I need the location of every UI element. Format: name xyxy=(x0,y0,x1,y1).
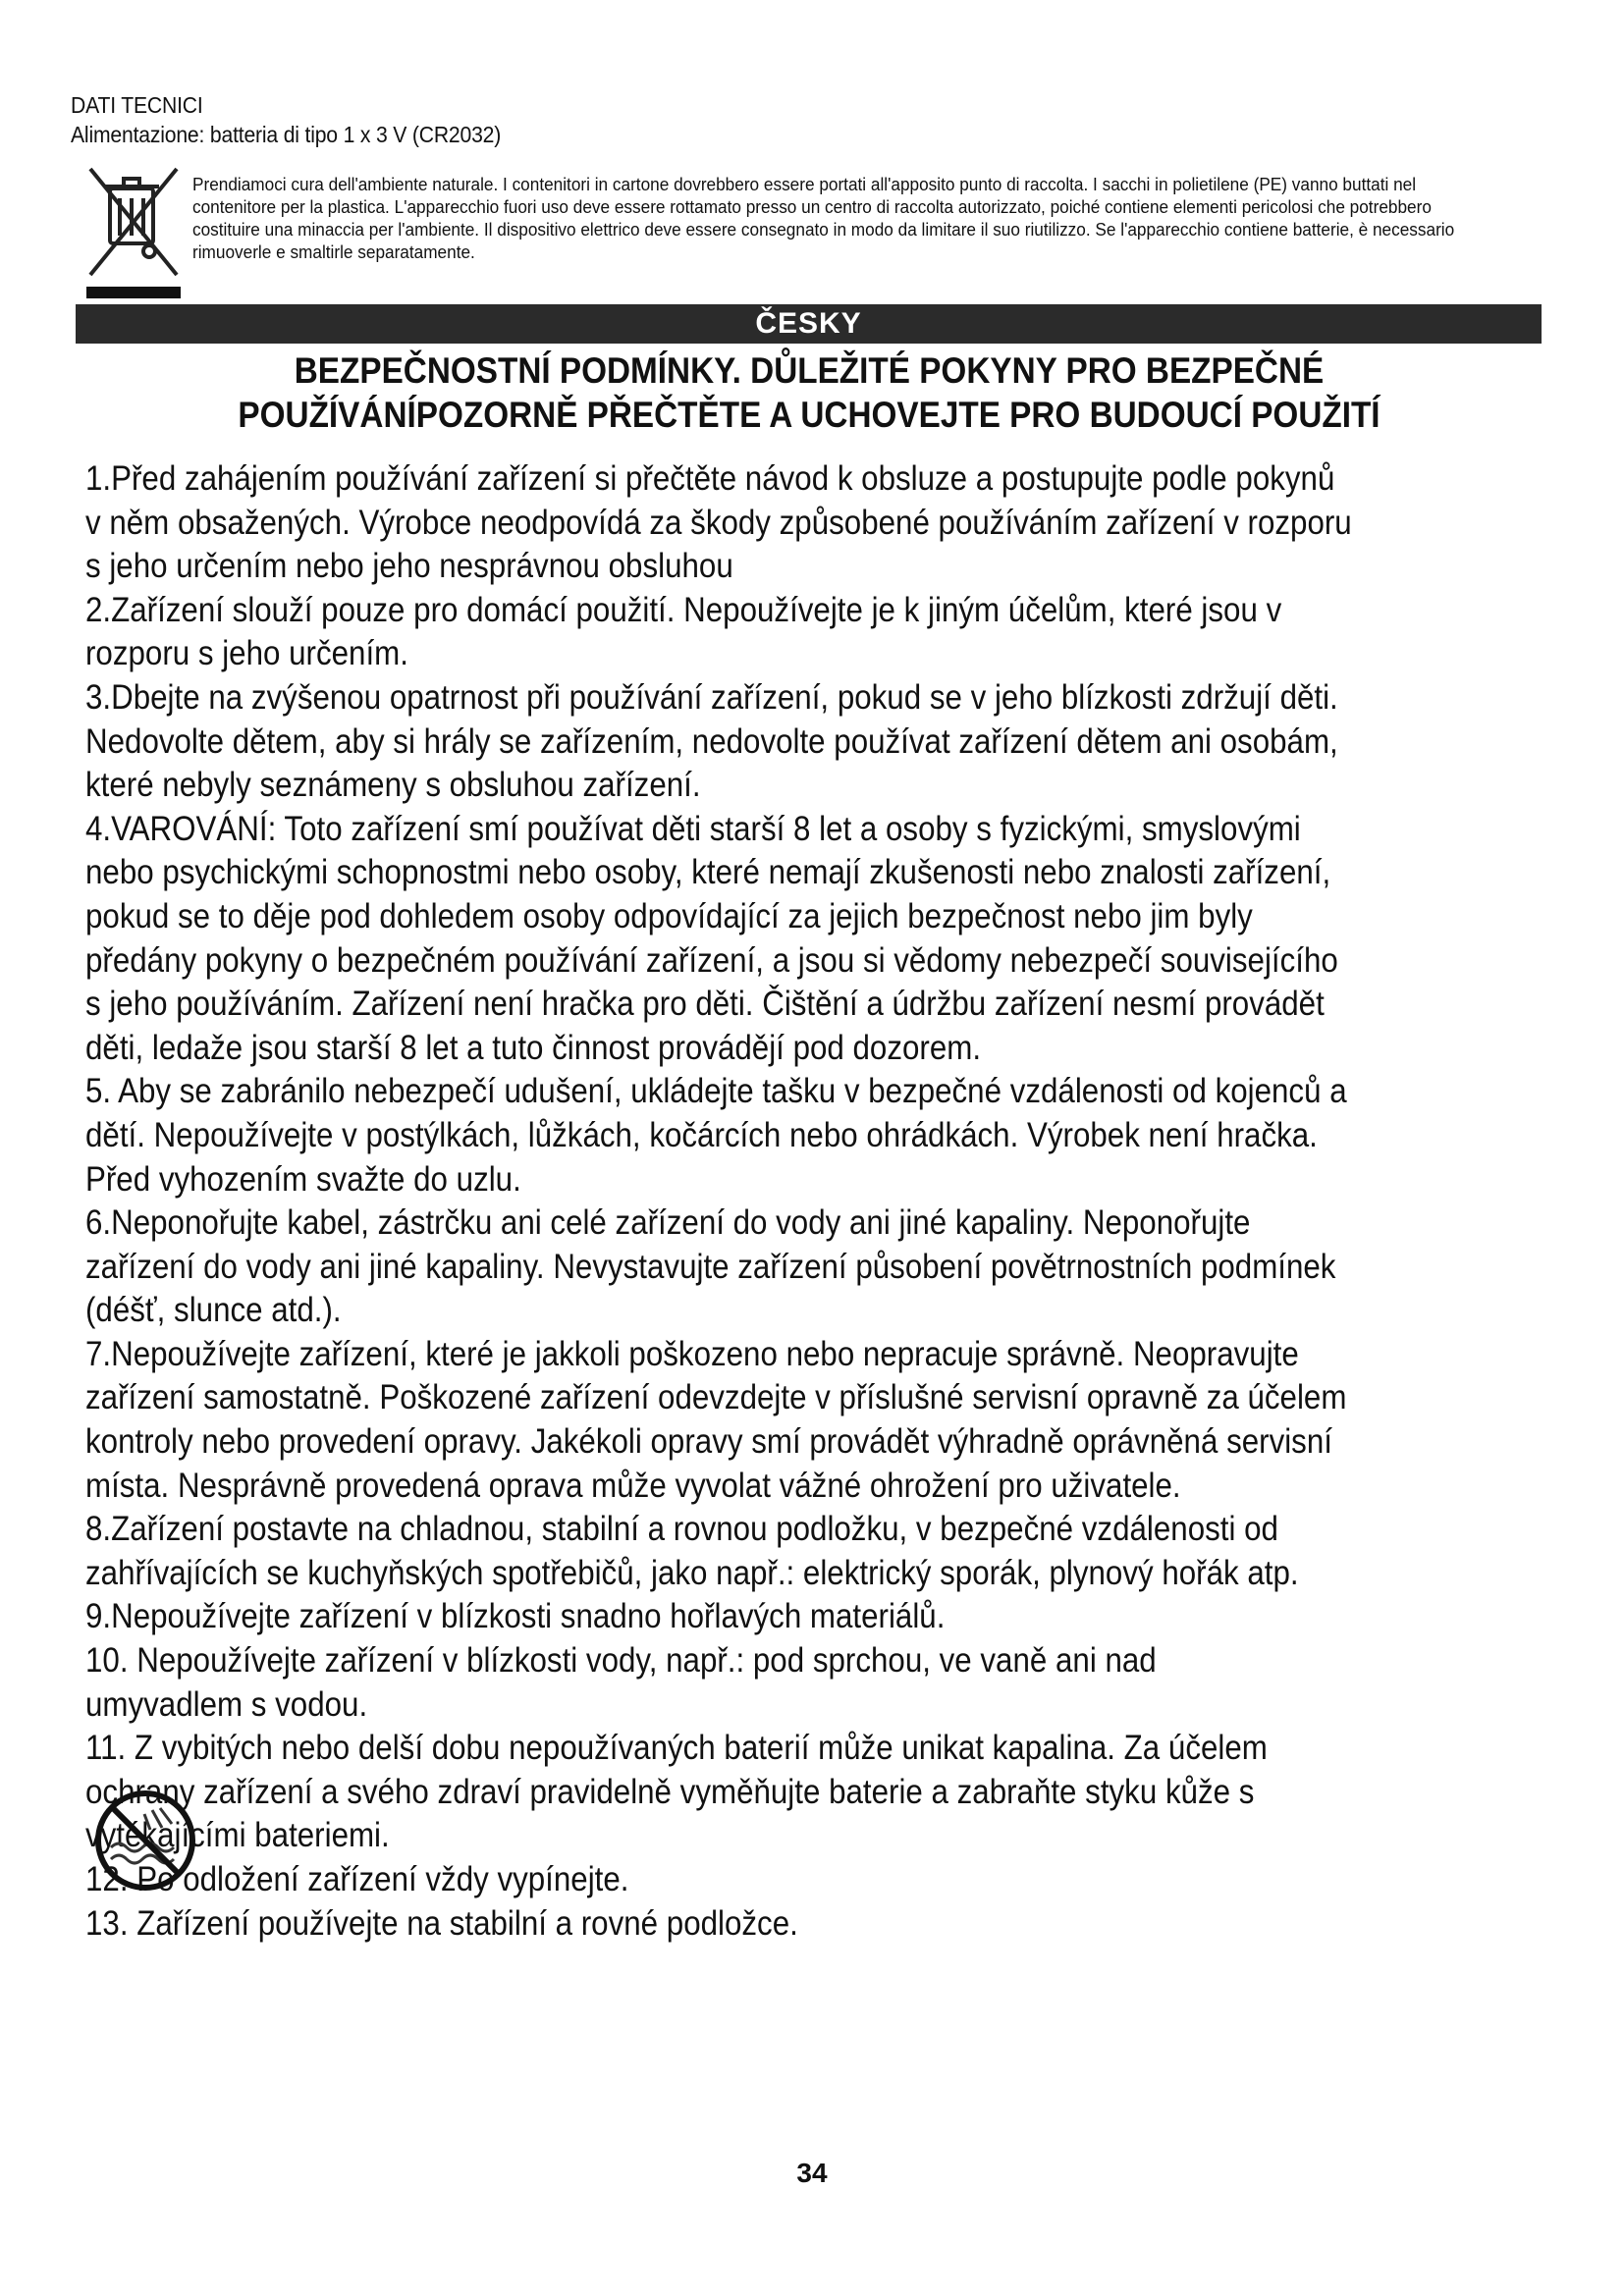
instruction-item xyxy=(85,675,1436,807)
instruction-line: (déšť, slunce atd.). xyxy=(85,1290,342,1330)
instruction-line: Před vyhozením svažte do uzlu. xyxy=(85,1158,521,1199)
instruction-line: s jeho používáním. Zařízení není hračka pro děti. Čištění a údržbu zařízení nesmí provádět xyxy=(85,984,1325,1024)
instruction-line: 2.Zařízení slouží pouze pro domácí použití. Nepoužívejte je k jiným účelům, které jsou v xyxy=(85,589,1282,629)
instruction-line: 7.Nepoužívejte zařízení, které je jakkoli poškozeno nebo nepracuje správně. Neopravujte xyxy=(85,1333,1299,1373)
safety-heading-line: BEZPEČNOSTNÍ PODMÍNKY. DŮLEŽITÉ POKYNY PRO BEZPEČNÉ xyxy=(294,350,1325,391)
instruction-line: místa. Nesprávně provedená oprava může vyvolat vážné ohrožení pro uživatele. xyxy=(85,1465,1181,1505)
instruction-line: děti, ledaže jsou starší 8 let a tuto činnost provádějí pod dozorem. xyxy=(85,1027,982,1067)
instruction-line: vytékajícími bateriemi. xyxy=(85,1815,390,1855)
instruction-item xyxy=(85,1638,1436,1726)
instruction-item xyxy=(85,1507,1436,1594)
instruction-line: 12. Po odložení zařízení vždy vypínejte. xyxy=(85,1859,629,1898)
instruction-line: nebo psychickými schopnostmi nebo osoby, které nemají zkušenosti nebo znalosti zařízení, xyxy=(85,852,1331,892)
instruction-line: rozporu s jeho určením. xyxy=(85,633,408,673)
language-bar: ČESKY xyxy=(76,304,1542,344)
instruction-line: s jeho určením nebo jeho nesprávnou obsluhou xyxy=(85,546,733,586)
instruction-line: 4.VAROVÁNÍ: Toto zařízení smí používat děti starší 8 let a osoby s fyzickými, smyslovými xyxy=(85,808,1301,848)
instruction-item xyxy=(85,1901,1436,1946)
instruction-line: zařízení samostatně. Poškozené zařízení odevzdejte v příslušné servisní opravně za účelem xyxy=(85,1377,1347,1417)
instruction-line: v něm obsažených. Výrobce neodpovídá za škody způsobené používáním zařízení v rozporu xyxy=(85,502,1352,542)
instruction-line: zahřívajících se kuchyňských spotřebičů, jako např.: elektrický sporák, plynový hořák atp. xyxy=(85,1552,1299,1592)
instruction-line: umyvadlem s vodou. xyxy=(85,1683,368,1724)
instruction-line: 3.Dbejte na zvýšenou opatrnost při používání zařízení, pokud se v jeho blízkosti zdržují děti. xyxy=(85,676,1338,717)
instruction-item xyxy=(85,588,1436,675)
technical-data-power: Alimentazione: batteria di tipo 1 x 3 V (CR2032) xyxy=(71,122,502,147)
instruction-line: kontroly nebo provedení opravy. Jakékoli opravy smí provádět výhradně oprávněná servisní xyxy=(85,1421,1332,1462)
instruction-line: 1.Před zahájením používání zařízení si přečtěte návod k obsluze a postupujte podle pokynů xyxy=(85,458,1335,498)
instruction-line: pokud se to děje pod dohledem osoby odpovídající za jejich bezpečnost nebo jim byly xyxy=(85,895,1253,935)
safety-heading-line: POUŽÍVÁNÍPOZORNĚ PŘEČTĚTE A UCHOVEJTE PRO BUDOUCÍ POUŽITÍ xyxy=(238,395,1380,435)
technical-data xyxy=(71,90,501,149)
technical-data-title: DATI TECNICI xyxy=(71,92,203,118)
instruction-line: 13. Zařízení používejte na stabilní a rovné podložce. xyxy=(85,1902,798,1943)
instruction-line: 11. Z vybitých nebo delší dobu nepoužívaných baterií může unikat kapalina. Za účelem xyxy=(85,1728,1268,1768)
instruction-item xyxy=(85,1069,1436,1201)
instruction-item xyxy=(85,1857,1436,1901)
safety-heading xyxy=(144,348,1474,437)
safety-instructions xyxy=(85,456,1436,1945)
instruction-item xyxy=(85,1201,1436,1332)
instruction-item xyxy=(85,1594,1436,1638)
instruction-item xyxy=(85,1726,1436,1857)
instruction-line: 9.Nepoužívejte zařízení v blízkosti snadno hořlavých materiálů. xyxy=(85,1596,946,1636)
environment-notice: Prendiamoci cura dell'ambiente naturale. I contenitori in cartone dovrebbero essere portati all'apposito punto di raccolta. I sacchi in polietilene (PE) vanno buttati nel contenitore per la plastica. L'apparecchio fuori uso deve essere rottamato presso un centro di raccolta autorizzato, poiché contiene elementi pericolosi che potrebbero costituire una minaccia per l'ambiente. Il dispositivo elettrico deve essere consegnato in modo da limitare il suo riutilizzo. Se l'apparecchio contiene batterie, è necessario rimuoverle e smaltirle separatamente. xyxy=(192,174,1455,262)
instruction-line: dětí. Nepoužívejte v postýlkách, lůžkách, kočárcích nebo ohrádkách. Výrobek není hračka. xyxy=(85,1114,1318,1154)
instruction-item xyxy=(85,456,1436,588)
instruction-line: 6.Neponořujte kabel, zástrčku ani celé zařízení do vody ani jiné kapaliny. Neponořujte xyxy=(85,1202,1251,1243)
weee-crossed-bin-icon xyxy=(81,165,187,302)
instruction-line: Nedovolte dětem, aby si hrály se zařízením, nedovolte používat zařízení dětem ani osobám, xyxy=(85,721,1338,761)
instruction-line: 5. Aby se zabránilo nebezpečí udušení, ukládejte tašku v bezpečné vzdálenosti od kojenců a xyxy=(85,1071,1347,1111)
instruction-item xyxy=(85,807,1436,1070)
instruction-line: ochrany zařízení a svého zdraví pravidelně vyměňujte baterie a zabraňte styku kůže s xyxy=(85,1771,1255,1811)
no-shower-icon xyxy=(93,1789,197,1893)
instruction-line: které nebyly seznámeny s obsluhou zařízení. xyxy=(85,765,701,805)
instruction-item xyxy=(85,1332,1436,1507)
instruction-line: 10. Nepoužívejte zařízení v blízkosti vody, např.: pod sprchou, ve vaně ani nad xyxy=(85,1640,1157,1681)
page-number: 34 xyxy=(796,2158,828,2188)
instruction-line: zařízení do vody ani jiné kapaliny. Nevystavujte zařízení působení povětrnostních podmínek xyxy=(85,1246,1336,1286)
instruction-line: 8.Zařízení postavte na chladnou, stabilní a rovnou podložku, v bezpečné vzdálenosti od xyxy=(85,1509,1278,1549)
instruction-line: předány pokyny o bezpečném používání zařízení, a jsou si vědomy nebezpečí souvisejícího xyxy=(85,939,1338,980)
